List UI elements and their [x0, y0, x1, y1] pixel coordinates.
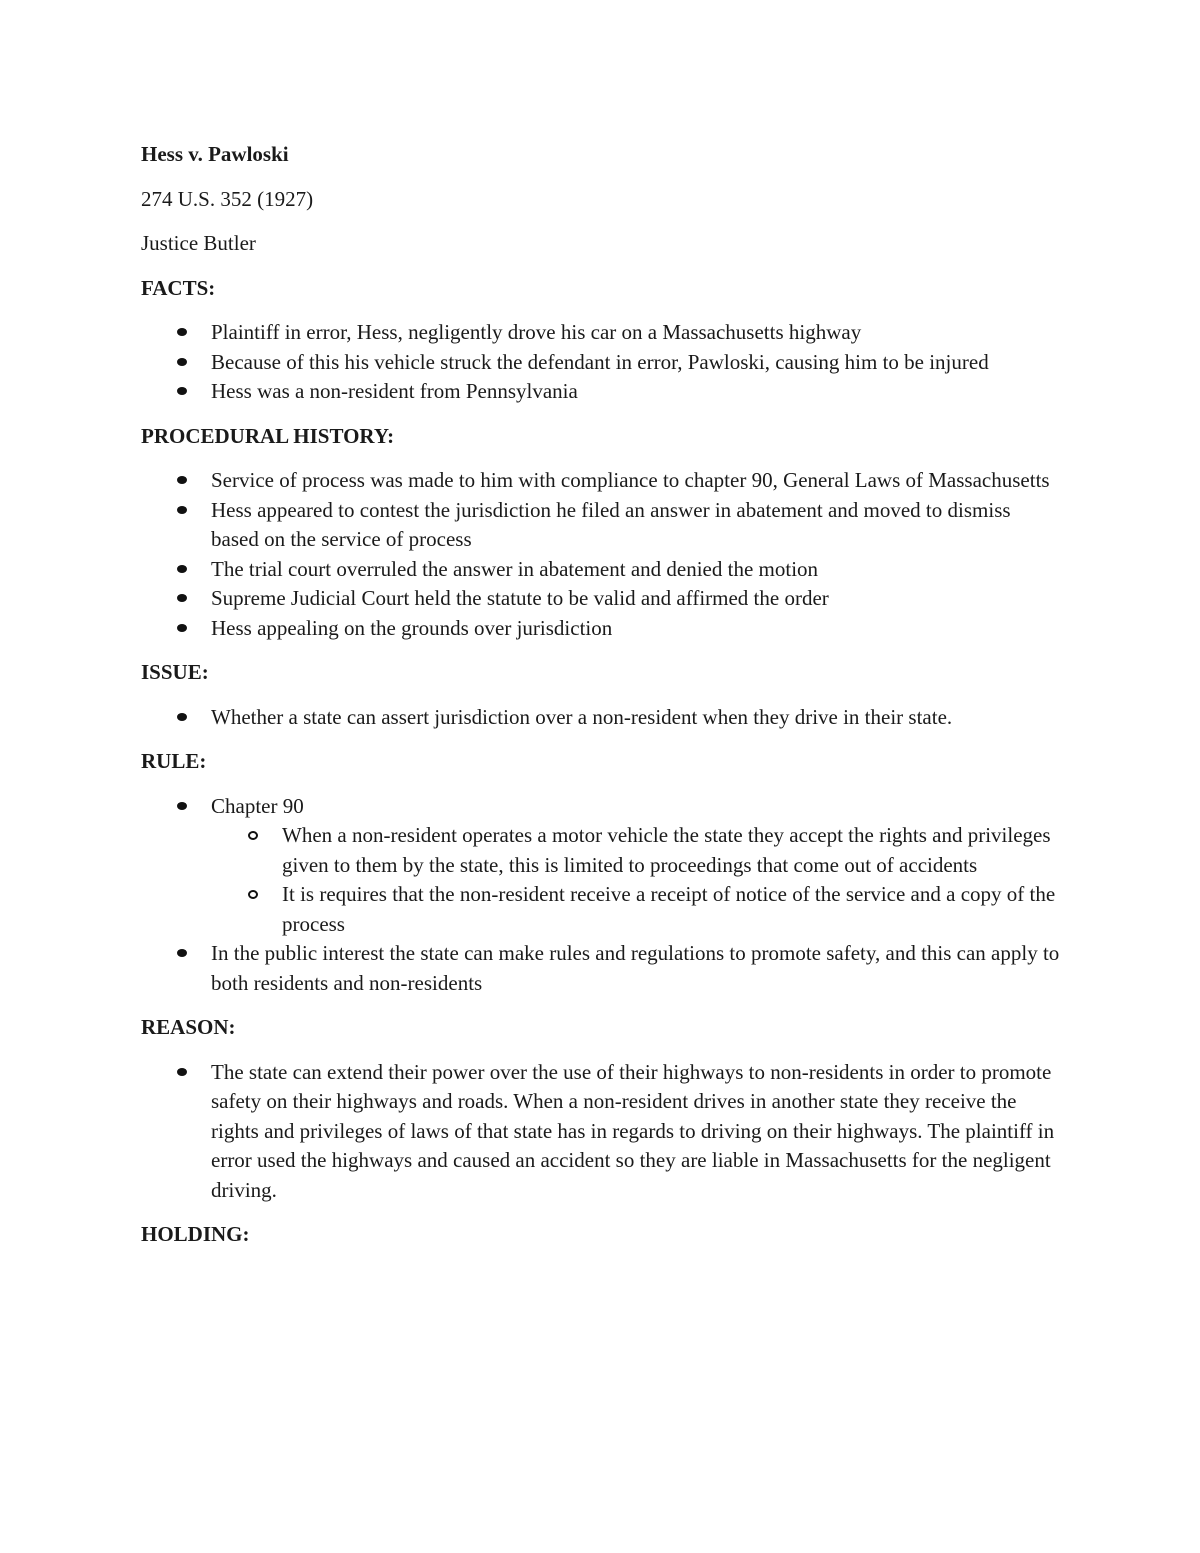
list-item-text: Chapter 90 — [211, 793, 304, 818]
list-item — [141, 1058, 1060, 1206]
list-item — [141, 555, 1060, 585]
sublist-item-text: It is requires that the non-resident receive a receipt of notice of the service and a copy of the process — [282, 882, 1056, 936]
bullet-icon — [177, 565, 187, 573]
sublist-item-text: When a non-resident operates a motor vehicle the state they accept the rights and privileges given to them by the state, this is limited to proceedings that come out of accidents — [282, 823, 1051, 877]
bullet-icon — [177, 713, 187, 721]
sublist-item — [211, 821, 1060, 880]
list-item-text: The state can extend their power over the use of their highways to non-residents in order to promote safety on their highways and roads. When a non-resident drives in another state they receive the rights and privileges of laws of that state has in regards to driving on their highways. The plaintiff in error used the highways and caused an accident so they are liable in Massachusetts for the negligent driving. — [211, 1059, 1055, 1202]
list-item — [141, 318, 1060, 348]
bullet-icon — [177, 802, 187, 810]
bullet-icon — [177, 328, 187, 336]
procedural-history-list — [141, 466, 1060, 643]
list-item — [141, 584, 1060, 614]
sublist-item — [211, 880, 1060, 939]
bullet-icon — [177, 1068, 187, 1076]
reason-heading: REASON: — [141, 1015, 236, 1039]
list-item — [141, 792, 1060, 940]
bullet-icon — [177, 476, 187, 484]
list-item — [141, 614, 1060, 644]
facts-list — [141, 318, 1060, 407]
bullet-icon — [177, 387, 187, 395]
list-item-text: Because of this his vehicle struck the defendant in error, Pawloski, causing him to be injured — [211, 349, 989, 374]
rule-list — [141, 792, 1060, 999]
case-title: Hess v. Pawloski — [141, 142, 289, 166]
list-item-text: Hess was a non-resident from Pennsylvania — [211, 379, 578, 403]
bullet-icon — [177, 506, 187, 514]
list-item — [141, 496, 1060, 555]
rule-sublist — [211, 821, 1060, 939]
list-item-text: In the public interest the state can make rules and regulations to promote safety, and this can apply to both residents and non-residents — [211, 941, 1060, 995]
bullet-icon — [177, 594, 187, 602]
hollow-bullet-icon — [248, 890, 258, 899]
list-item — [141, 939, 1060, 998]
bullet-icon — [177, 949, 187, 957]
case-justice: Justice Butler — [141, 231, 256, 255]
list-item-text: Hess appeared to contest the jurisdiction he filed an answer in abatement and moved to dismiss based on the service of process — [211, 497, 1011, 551]
list-item-text: Hess appealing on the grounds over jurisdiction — [211, 615, 613, 640]
procedural-history-heading: PROCEDURAL HISTORY: — [141, 423, 395, 448]
hollow-bullet-icon — [248, 831, 258, 840]
case-citation: 274 U.S. 352 (1927) — [141, 186, 314, 211]
facts-heading: FACTS: — [141, 275, 216, 300]
list-item-text: Whether a state can assert jurisdiction over a non-resident when they drive in their state. — [211, 704, 953, 729]
bullet-icon — [177, 624, 187, 632]
issue-heading: ISSUE: — [141, 660, 209, 684]
bullet-icon — [177, 358, 187, 366]
rule-heading: RULE: — [141, 749, 207, 773]
holding-heading: HOLDING: — [141, 1222, 250, 1246]
list-item-text: Supreme Judicial Court held the statute to be valid and affirmed the order — [211, 586, 829, 610]
reason-list — [141, 1058, 1060, 1206]
list-item — [141, 703, 1060, 733]
list-item-text: Plaintiff in error, Hess, negligently drove his car on a Massachusetts highway — [211, 320, 862, 344]
list-item-text: The trial court overruled the answer in abatement and denied the motion — [211, 556, 819, 581]
issue-list — [141, 703, 1060, 733]
list-item — [141, 348, 1060, 378]
list-item — [141, 377, 1060, 407]
list-item — [141, 466, 1060, 496]
list-item-text: Service of process was made to him with compliance to chapter 90, General Laws of Massachusetts — [211, 468, 1050, 492]
